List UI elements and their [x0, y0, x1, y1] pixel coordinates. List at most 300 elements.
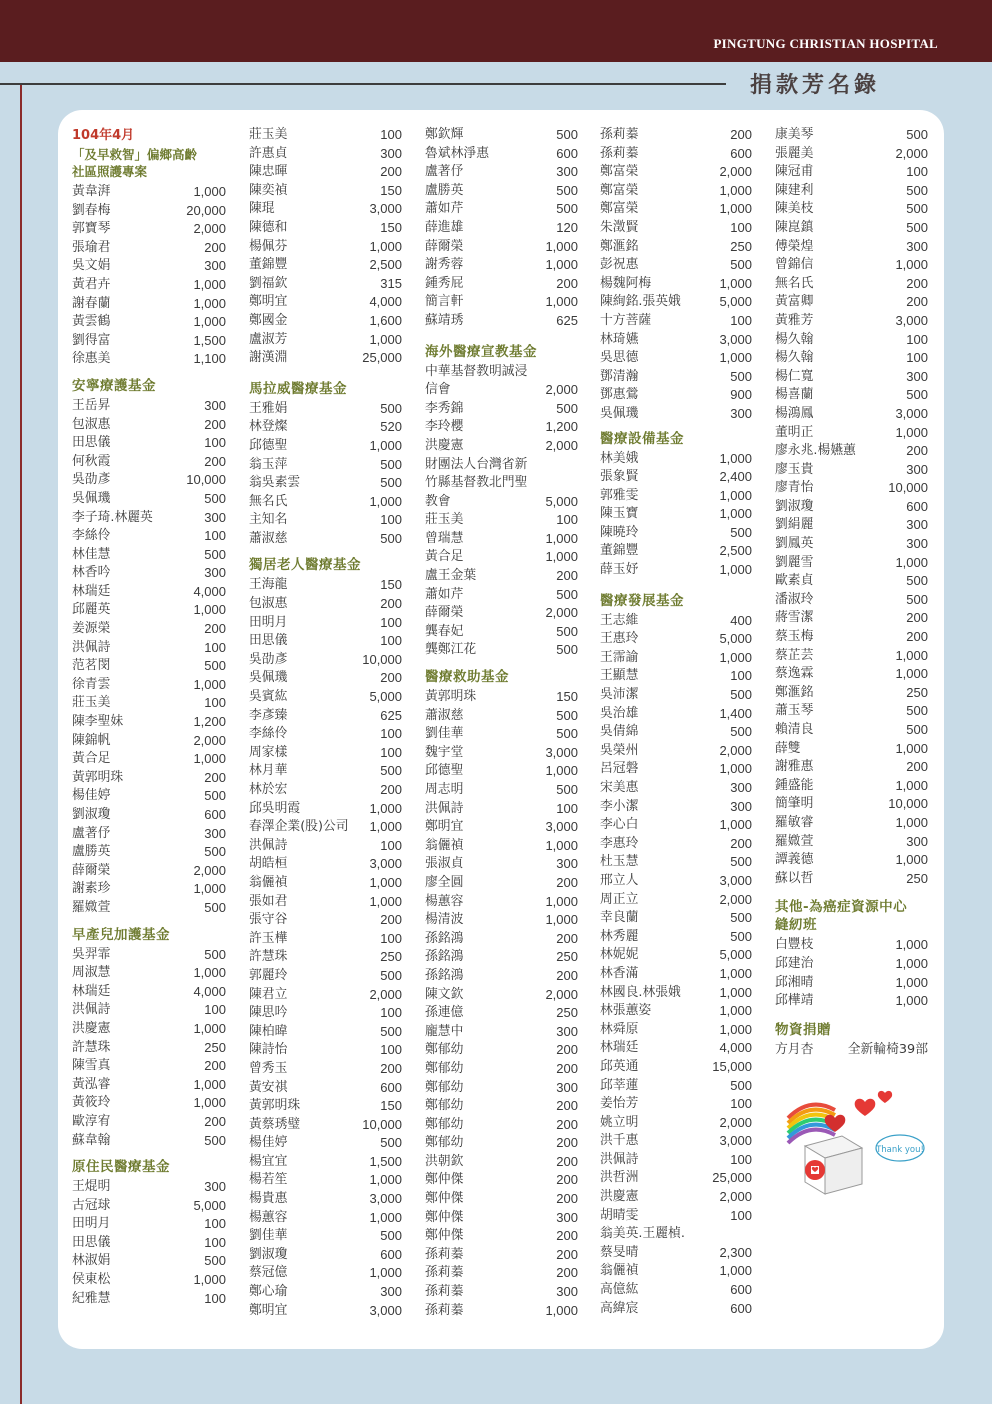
donor-name: 教會 — [425, 493, 451, 509]
list-item — [600, 742, 752, 761]
donation-amount: 2,000 — [545, 437, 578, 453]
donor-name: 吳沛潔 — [600, 687, 639, 703]
donation-amount: 300 — [730, 780, 752, 795]
donor-name: 黃雅芳 — [775, 312, 814, 328]
donation-amount: 500 — [380, 1023, 402, 1039]
list-item — [600, 1002, 752, 1021]
donation-amount: 500 — [730, 524, 752, 540]
donation-amount: 500 — [906, 219, 928, 235]
donor-name: 盧勝英 — [425, 182, 464, 198]
donation-amount: 1,000 — [369, 238, 402, 254]
donation-amount: 10,000 — [362, 651, 402, 667]
list-item — [249, 1227, 402, 1246]
list-item — [425, 1004, 578, 1023]
title-rule — [0, 83, 726, 85]
donor-name: 董明正 — [775, 424, 814, 440]
list-item — [600, 612, 752, 631]
donor-name: 楊佩芬 — [249, 238, 288, 254]
list-item — [600, 667, 752, 686]
list-item — [775, 312, 928, 331]
list-item — [425, 744, 578, 763]
donation-amount: 200 — [906, 610, 928, 626]
donation-amount: 2,300 — [719, 1244, 752, 1260]
donor-name: 陳李聖妹 — [72, 714, 124, 730]
list-item — [72, 880, 226, 899]
donor-name: 林舜原 — [600, 1021, 639, 1037]
donation-amount: 1,600 — [369, 312, 402, 328]
list-item — [72, 787, 226, 806]
donation-amount: 250 — [906, 684, 928, 700]
list-item — [775, 479, 928, 498]
donation-amount: 1,200 — [193, 714, 226, 730]
donor-name: 邱建治 — [775, 955, 814, 971]
donor-name: 李惠玲 — [600, 835, 639, 851]
list-item — [72, 1094, 226, 1113]
donor-name: 古冠球 — [72, 1197, 111, 1213]
donor-list — [775, 936, 928, 1010]
donation-amount: 1,000 — [193, 1095, 226, 1111]
list-item — [600, 163, 752, 182]
donor-name: 無名氏 — [775, 275, 814, 291]
donation-amount: 300 — [556, 1284, 578, 1300]
list-item — [600, 1151, 752, 1170]
donation-amount: 1,000 — [719, 275, 752, 291]
list-item — [600, 524, 752, 543]
donor-name: 陳美枝 — [775, 201, 814, 217]
list-item — [72, 183, 226, 202]
donor-name: 高億紘 — [600, 1282, 639, 1298]
donation-amount: 200 — [556, 930, 578, 946]
donation-amount: 200 — [906, 759, 928, 775]
list-item — [775, 442, 928, 461]
donation-amount: 1,000 — [895, 814, 928, 830]
donation-amount: 500 — [730, 724, 752, 740]
donor-name: 鄭富榮 — [600, 201, 639, 217]
column-2 — [249, 126, 402, 1320]
donor-name: 鄭郁幼 — [425, 1060, 464, 1076]
donor-name: 薛玉妤 — [600, 562, 639, 578]
list-item — [72, 843, 226, 862]
donation-amount: 1,000 — [193, 314, 226, 330]
donor-name: 蘇靖琇 — [425, 312, 464, 328]
donation-amount: 400 — [730, 612, 752, 628]
donation-amount: 100 — [906, 164, 928, 180]
donation-amount: 1,000 — [719, 350, 752, 366]
donation-amount: 300 — [906, 536, 928, 552]
donor-name: 薛進雄 — [425, 219, 464, 235]
section-title: 原住民醫療基金 — [72, 1159, 170, 1176]
donation-amount: 200 — [556, 275, 578, 291]
date-label: 104年4月 — [72, 128, 135, 143]
donation-amount: 300 — [906, 517, 928, 533]
list-item — [425, 145, 578, 164]
list-item — [425, 530, 578, 549]
donor-name: 林瑞廷 — [72, 583, 111, 599]
donor-name: 吳佩璣 — [72, 490, 111, 506]
donation-amount: 200 — [906, 294, 928, 310]
list-item — [425, 707, 578, 726]
donor-name: 楊佳婷 — [72, 788, 111, 804]
donation-amount: 200 — [556, 1042, 578, 1058]
list-item — [775, 535, 928, 554]
list-item — [249, 200, 402, 219]
section-title: 其他-為癌症資源中心 — [775, 899, 908, 916]
list-item — [600, 946, 752, 965]
list-item — [249, 1004, 402, 1023]
donor-name: 曾錦信 — [775, 257, 814, 273]
section-title: 物資捐贈 — [775, 1021, 831, 1038]
list-item — [600, 1077, 752, 1096]
donation-amount: 500 — [730, 928, 752, 944]
list-item — [775, 936, 928, 955]
list-item — [249, 331, 402, 350]
donor-name: 謝雅惠 — [775, 759, 814, 775]
donation-amount: 500 — [906, 573, 928, 589]
donor-name: 邱樺靖 — [775, 993, 814, 1009]
donation-amount: 3,000 — [545, 819, 578, 835]
donor-name: 楊喜蘭 — [775, 387, 814, 403]
donation-amount: 600 — [380, 1246, 402, 1262]
donor-name: 盧著伃 — [425, 164, 464, 180]
thank-you-text: Thank you! — [876, 1145, 924, 1155]
donor-name: 謝春蘭 — [72, 295, 111, 311]
donor-name: 郭寶琴 — [72, 221, 111, 237]
donor-name: 張麗美 — [775, 145, 814, 161]
donor-name: 周家樣 — [249, 744, 288, 760]
donor-name: 姜怡芳 — [600, 1096, 639, 1112]
donor-name: 黃合足 — [425, 549, 464, 565]
donor-name: 林琦嬿 — [600, 331, 639, 347]
donor-name: 董錦豐 — [249, 257, 288, 273]
donation-amount: 3,000 — [369, 856, 402, 872]
list-item — [249, 219, 402, 238]
donation-amount: 200 — [556, 568, 578, 584]
donation-amount: 300 — [556, 1209, 578, 1225]
donor-name: 盧王金葉 — [425, 568, 477, 584]
donor-name: 劉淑瓊 — [775, 498, 814, 514]
donor-name: 潘淑玲 — [775, 591, 814, 607]
donor-name: 陳絢銘.張英娥 — [600, 294, 681, 310]
donation-amount: 100 — [380, 633, 402, 649]
donation-amount: 500 — [556, 642, 578, 658]
donor-name: 吳榮州 — [600, 742, 639, 758]
donor-name: 吳羿霏 — [72, 946, 111, 962]
donor-name: 羅媺萱 — [72, 899, 111, 915]
list-item — [600, 349, 752, 368]
donation-amount: 100 — [730, 668, 752, 684]
list-item — [72, 750, 226, 769]
donor-name: 李小潔 — [600, 798, 639, 814]
donation-amount: 300 — [380, 145, 402, 161]
donation-amount: 150 — [380, 182, 402, 198]
list-item — [775, 665, 928, 684]
donor-name: 蕭淑慈 — [249, 530, 288, 546]
donor-name: 王霈諭 — [600, 649, 639, 665]
donation-amount: 500 — [380, 967, 402, 983]
donation-amount: 500 — [380, 475, 402, 491]
section-title: 獨居老人醫療基金 — [249, 557, 361, 574]
donation-amount: 5,000 — [545, 493, 578, 509]
list-item — [775, 974, 928, 993]
donor-name: 陳德和 — [249, 219, 288, 235]
donation-amount: 1,000 — [719, 817, 752, 833]
donor-name: 王岳昇 — [72, 397, 111, 413]
list-item — [249, 1097, 402, 1116]
donation-amount: 625 — [380, 707, 402, 723]
donor-name: 姜源榮 — [72, 621, 111, 637]
list-item — [249, 511, 402, 530]
donation-amount: 500 — [556, 127, 578, 142]
donation-amount: 300 — [906, 368, 928, 384]
donor-name: 徐青雲 — [72, 676, 111, 692]
list-item — [600, 909, 752, 928]
list-item — [249, 967, 402, 986]
donation-amount: 10,000 — [362, 1116, 402, 1132]
list-item — [775, 740, 928, 759]
donor-name: 白豐枝 — [775, 937, 814, 953]
donation-amount: 1,000 — [193, 676, 226, 692]
donation-amount: 1,000 — [193, 295, 226, 311]
donor-name: 薛雙 — [775, 740, 801, 756]
list-item — [249, 1079, 402, 1098]
donor-name: 林瑞廷 — [600, 1040, 639, 1056]
list-item — [600, 760, 752, 779]
list-item — [249, 948, 402, 967]
donor-name: 董錦豐 — [600, 543, 639, 559]
donation-amount: 500 — [906, 127, 928, 142]
donor-name: 孫莉蓁 — [425, 1246, 464, 1262]
donation-amount: 1,000 — [369, 800, 402, 816]
donation-amount: 2,000 — [545, 605, 578, 621]
donor-name: 孫連億 — [425, 1005, 464, 1021]
donation-amount: 300 — [556, 1023, 578, 1039]
list-item — [425, 837, 578, 856]
list-item — [775, 777, 928, 796]
donation-amount: 4,000 — [193, 983, 226, 999]
donation-amount: 1,000 — [369, 1172, 402, 1188]
donor-list — [600, 450, 752, 580]
donation-amount: 300 — [556, 164, 578, 180]
donation-amount: 5,000 — [193, 1197, 226, 1213]
donor-name: 洪慶憲 — [425, 437, 464, 453]
donation-amount: 100 — [204, 1290, 226, 1306]
donation-amount: 100 — [380, 837, 402, 853]
donor-name: 孫銘鴻 — [425, 967, 464, 983]
donation-amount: 3,000 — [719, 331, 752, 347]
list-item — [600, 1207, 752, 1226]
donation-amount: 2,000 — [719, 1189, 752, 1205]
donor-name: 洪佩詩 — [72, 1002, 111, 1018]
donor-name: 劉春梅 — [72, 202, 111, 218]
donor-name: 傅榮煌 — [775, 238, 814, 254]
donor-name: 盧著伃 — [72, 825, 111, 841]
donor-name: 楊清波 — [425, 912, 464, 928]
donation-amount: 1,000 — [719, 1021, 752, 1037]
donor-name: 鄭仲傑 — [425, 1209, 464, 1225]
donation-amount: 1,000 — [193, 1020, 226, 1036]
donation-amount: 200 — [556, 1060, 578, 1076]
donation-amount: 1,000 — [895, 937, 928, 953]
donor-name: 黃韋湃 — [72, 184, 111, 199]
list-item — [600, 542, 752, 561]
list-item — [72, 862, 226, 881]
list-item — [600, 505, 752, 524]
donation-amount: 500 — [380, 530, 402, 546]
list-item — [249, 1134, 402, 1153]
donation-amount: 1,000 — [719, 761, 752, 777]
donor-name: 邱麗英 — [72, 602, 111, 618]
donor-name: 鄭心瑜 — [249, 1284, 288, 1300]
list-item — [72, 769, 226, 788]
donor-list — [249, 126, 402, 368]
donor-name: 張如君 — [249, 893, 288, 909]
list-item — [600, 779, 752, 798]
list-item — [425, 623, 578, 642]
list-item — [249, 126, 402, 145]
donation-amount: 600 — [730, 145, 752, 161]
list-item — [600, 405, 752, 424]
donor-name: 楊蕙容 — [425, 893, 464, 909]
donation-amount: 500 — [556, 707, 578, 723]
donation-amount: 1,000 — [369, 893, 402, 909]
donor-name: 吳劭彥 — [72, 472, 111, 488]
donor-list — [425, 126, 578, 331]
donation-amount: 1,000 — [193, 276, 226, 292]
donor-name: 王海龍 — [249, 577, 288, 593]
list-item — [425, 930, 578, 949]
donation-amount: 25,000 — [712, 1170, 752, 1186]
donation-amount: 1,500 — [193, 332, 226, 348]
donation-amount: 500 — [380, 1135, 402, 1151]
donor-name: 洪佩詩 — [600, 1151, 639, 1167]
list-item — [72, 601, 226, 620]
list-item — [249, 1060, 402, 1079]
donation-amount: 1,000 — [193, 602, 226, 618]
list-item — [425, 363, 578, 382]
donor-name: 劉絹麗 — [775, 517, 814, 533]
list-item — [249, 632, 402, 651]
donation-amount: 520 — [380, 419, 402, 435]
list-item — [775, 647, 928, 666]
donation-amount: 500 — [380, 763, 402, 779]
donor-name: 陳君立 — [249, 986, 288, 1002]
page-title: 捐款芳名錄 — [750, 73, 881, 98]
donation-amount: 250 — [204, 1039, 226, 1055]
list-item — [249, 855, 402, 874]
donor-list — [600, 612, 752, 1319]
donor-list — [72, 1178, 226, 1308]
donor-name: 翁美英.王麗楨. — [600, 1226, 685, 1242]
donation-amount: 600 — [906, 498, 928, 514]
donor-name: 洪哲洲 — [600, 1170, 639, 1186]
donation-amount: 200 — [204, 621, 226, 637]
donor-name: 吳劭彥 — [249, 651, 288, 667]
donation-amount: 1,000 — [719, 487, 752, 503]
donor-name: 田明月 — [72, 1216, 111, 1232]
donation-amount: 1,000 — [719, 1003, 752, 1019]
donor-name: 蕭淑慈 — [425, 707, 464, 723]
donation-amount: 1,200 — [545, 419, 578, 435]
donor-name: 莊玉美 — [425, 512, 464, 528]
list-item — [249, 163, 402, 182]
donation-amount: 150 — [380, 219, 402, 235]
list-item — [425, 275, 578, 294]
donation-amount: 200 — [204, 1113, 226, 1129]
donation-amount: 1,000 — [719, 562, 752, 578]
donation-amount: 2,000 — [719, 164, 752, 180]
list-item — [425, 1153, 578, 1172]
donor-name: 黃蔡琇璧 — [249, 1116, 301, 1132]
donor-name: 鄭滙銘 — [775, 684, 814, 700]
list-item — [600, 984, 752, 1003]
donor-name: 陳詩怡 — [249, 1042, 288, 1058]
list-item — [600, 386, 752, 405]
donation-amount: 500 — [204, 844, 226, 860]
donor-name: 鄭郁幼 — [425, 1135, 464, 1151]
list-item — [775, 275, 928, 294]
list-item — [600, 1225, 752, 1244]
list-item — [249, 669, 402, 688]
donor-list — [600, 126, 752, 424]
donor-name: 許慧珠 — [72, 1039, 111, 1055]
donation-amount: 500 — [556, 400, 578, 416]
list-item — [775, 833, 928, 852]
donor-name: 王惠玲 — [600, 631, 639, 647]
list-item — [425, 1227, 578, 1246]
donation-amount: 100 — [380, 1042, 402, 1058]
section-title: 馬拉威醫療基金 — [249, 380, 347, 397]
donor-name: 翁儷禎 — [249, 874, 288, 890]
list-item — [600, 275, 752, 294]
list-item — [600, 1262, 752, 1281]
donor-name: 蔣雪潔 — [775, 610, 814, 626]
list-item — [775, 955, 928, 974]
list-item — [425, 818, 578, 837]
donation-amount: 100 — [380, 930, 402, 946]
donation-amount: 500 — [204, 946, 226, 962]
donor-name: 薛爾榮 — [425, 238, 464, 254]
list-item — [775, 992, 928, 1011]
donor-name: 胡皓桓 — [249, 856, 288, 872]
donor-name: 邱英通 — [600, 1058, 639, 1074]
donation-amount: 1,000 — [719, 506, 752, 522]
donation-amount: 1,000 — [369, 493, 402, 509]
donor-name: 洪佩詩 — [72, 639, 111, 655]
donation-amount: 2,000 — [193, 732, 226, 748]
donation-amount: 200 — [380, 596, 402, 612]
donor-name: 廖永兆.楊嬿蕙 — [775, 443, 856, 459]
donor-name: 謝素珍 — [72, 881, 111, 897]
section-title: 「及早救智」偏鄉高齡 — [72, 147, 198, 162]
list-item — [72, 1271, 226, 1290]
donor-name: 林美娥 — [600, 450, 639, 466]
list-item — [600, 219, 752, 238]
list-item — [775, 200, 928, 219]
donation-amount: 100 — [204, 528, 226, 544]
donor-name: 莊玉美 — [72, 695, 111, 711]
donation-amount: 1,000 — [895, 974, 928, 990]
donation-amount: 625 — [556, 312, 578, 328]
list-item — [425, 418, 578, 437]
list-item — [600, 450, 752, 469]
donation-amount: 1,000 — [895, 257, 928, 273]
donor-name: 康美琴 — [775, 127, 814, 142]
list-item — [600, 487, 752, 506]
donation-amount: 300 — [204, 397, 226, 413]
list-item — [600, 1169, 752, 1188]
donation-amount: 2,500 — [369, 257, 402, 273]
donor-name: 何秋霞 — [72, 453, 111, 469]
